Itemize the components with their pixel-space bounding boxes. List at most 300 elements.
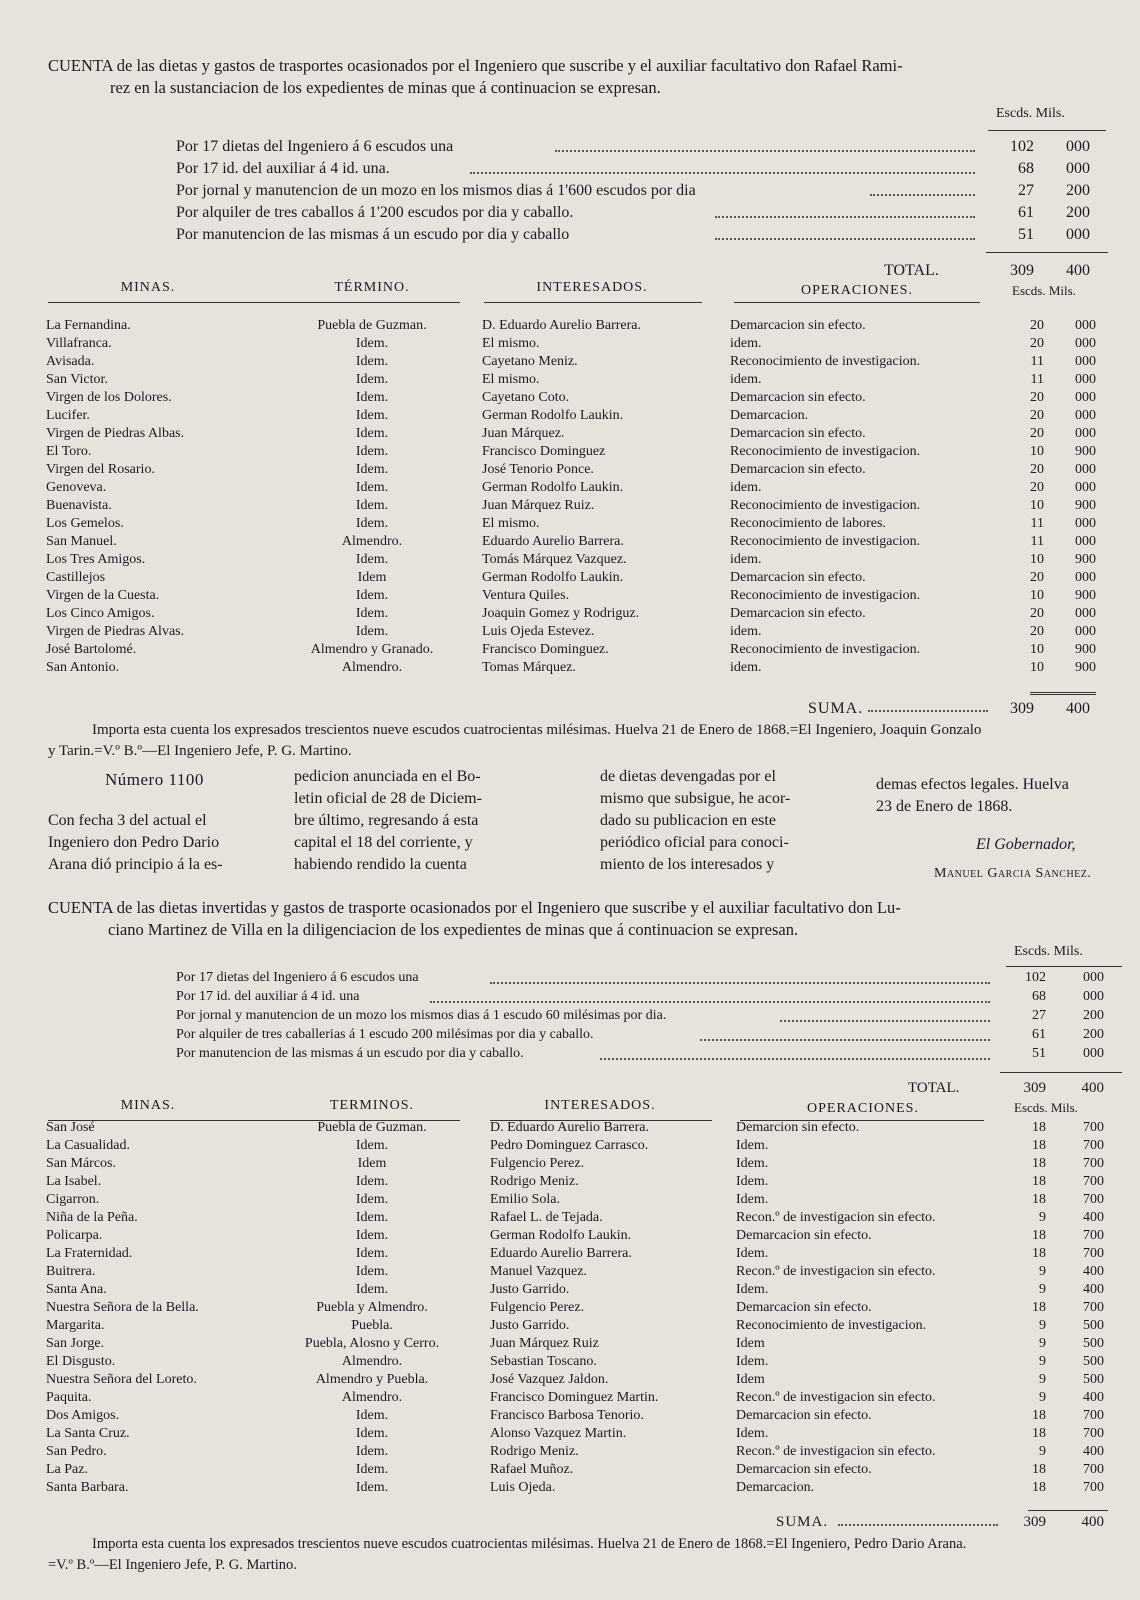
table-row xyxy=(0,552,1140,570)
account2-fee-5: Por manutencion de las mismas á un escudo por dia y caballo. 51 000 xyxy=(176,1046,1104,1061)
cell-interesado: Rodrigo Meniz. xyxy=(490,1174,579,1189)
table-row xyxy=(0,1192,1140,1210)
cell-mina: Los Tres Amigos. xyxy=(46,552,146,567)
account2-fee-units: Escds. Mils. xyxy=(1014,944,1083,959)
cell-operacion: Idem. xyxy=(736,1156,769,1171)
account2-closing-line1: Importa esta cuenta los expresados trescientos nueve escudos cuatrocientas milésimas. Huelva 21 de Enero de 1868.=El Ingeniero, Pedro Dario Arana. xyxy=(92,1536,967,1552)
cell-interesado: Rafael Muñoz. xyxy=(490,1462,574,1477)
cell-termino: Almendro. xyxy=(341,534,403,549)
cell-interesado: D. Eduardo Aurelio Barrera. xyxy=(490,1120,649,1135)
cell-escudos: 9 xyxy=(1039,1336,1046,1351)
cell-milesimas: 700 xyxy=(1083,1192,1104,1207)
cell-milesimas: 700 xyxy=(1083,1156,1104,1171)
table-row xyxy=(0,1480,1140,1498)
table-row xyxy=(0,426,1140,444)
cell-termino: Idem. xyxy=(355,1210,389,1225)
cell-mina: San Victor. xyxy=(46,372,108,387)
account1-header-rule-1 xyxy=(48,302,460,303)
cell-termino: Idem. xyxy=(355,390,389,405)
cell-operacion: Idem. xyxy=(736,1138,769,1153)
cell-interesado: Juan Márquez Ruiz xyxy=(490,1336,599,1351)
cell-operacion: Demarcacion sin efecto. xyxy=(730,426,866,441)
cell-operacion: idem. xyxy=(730,336,762,351)
cell-interesado: El mismo. xyxy=(482,336,540,351)
cell-interesado: Francisco Barbosa Tenorio. xyxy=(490,1408,644,1423)
table-row xyxy=(0,606,1140,624)
cell-milesimas: 500 xyxy=(1083,1318,1104,1333)
cell-interesado: Francisco Dominguez xyxy=(482,444,606,459)
cell-escudos: 11 xyxy=(1030,354,1044,369)
cell-operacion: idem. xyxy=(730,480,762,495)
cell-interesado: Tomás Márquez Vazquez. xyxy=(482,552,627,567)
account1-header-termino: TÉRMINO. xyxy=(334,280,410,295)
cell-termino: Idem. xyxy=(355,588,389,603)
cell-termino: Idem. xyxy=(355,1174,389,1189)
account1-closing-line1: Importa esta cuenta los expresados trescientos nueve escudos cuatrocientas milésimas. Huelva 21 de Enero de 1868.=El Ingeniero, Joaquin Gonzalo xyxy=(92,722,982,738)
cell-termino: Puebla de Guzman. xyxy=(317,1120,427,1135)
account1-fee-2: Por 17 id. del auxiliar á 4 id. una. 68 000 xyxy=(176,160,1090,177)
cell-milesimas: 400 xyxy=(1083,1210,1104,1225)
cell-mina: Niña de la Peña. xyxy=(46,1210,138,1225)
cell-operacion: Idem. xyxy=(736,1282,769,1297)
cell-termino: Idem. xyxy=(355,426,389,441)
account1-header-units: Escds. Mils. xyxy=(1012,283,1076,298)
account2-total: TOTAL. 309 400 xyxy=(908,1080,1104,1096)
cell-interesado: Rodrigo Meniz. xyxy=(490,1444,579,1459)
table-row xyxy=(0,1156,1140,1174)
cell-interesado: Juan Márquez. xyxy=(482,426,565,441)
account1-title-line2: rez en la sustanciacion de los expedientes de minas que á continuacion se expresan. xyxy=(110,78,661,97)
cell-termino: Idem. xyxy=(355,408,389,423)
cell-termino: Idem. xyxy=(355,516,389,531)
table-row xyxy=(0,1300,1140,1318)
cell-milesimas: 000 xyxy=(1075,462,1096,477)
cell-interesado: Joaquin Gomez y Rodriguz. xyxy=(482,606,640,621)
account1-header-rule-2 xyxy=(484,302,702,303)
cell-milesimas: 700 xyxy=(1083,1300,1104,1315)
cell-milesimas: 700 xyxy=(1083,1462,1104,1477)
table-row xyxy=(0,624,1140,642)
cell-mina: Avisada. xyxy=(46,354,95,369)
cell-operacion: Demarcacion sin efecto. xyxy=(736,1408,872,1423)
cell-operacion: Reconocimiento de investigacion. xyxy=(730,444,921,459)
cell-operacion: Idem. xyxy=(736,1426,769,1441)
cell-operacion: Demarcacion sin efecto. xyxy=(730,390,866,405)
table-row xyxy=(0,588,1140,606)
cell-escudos: 18 xyxy=(1032,1174,1046,1189)
notice-line: de dietas devengadas por el xyxy=(600,768,776,785)
account2-header-terminos: TERMINOS. xyxy=(329,1098,415,1113)
table-row xyxy=(0,1354,1140,1372)
cell-interesado: Francisco Dominguez. xyxy=(482,642,609,657)
notice-column-4 xyxy=(876,774,1069,818)
cell-termino: Puebla de Guzman. xyxy=(317,318,427,333)
cell-escudos: 9 xyxy=(1039,1390,1046,1405)
cell-milesimas: 400 xyxy=(1083,1282,1104,1297)
table-row xyxy=(0,1318,1140,1336)
cell-escudos: 20 xyxy=(1030,336,1044,351)
account2-fee-4: Por alquiler de tres caballerias á 1 escudo 200 milésimas por dia y caballo. 61 200 xyxy=(176,1027,1104,1042)
notice-line: Arana dió principio á la es- xyxy=(48,856,223,873)
table-row xyxy=(0,570,1140,588)
cell-escudos: 18 xyxy=(1032,1246,1046,1261)
account1-fee-5: Por manutencion de las mismas á un escudo por dia y caballo 51 000 xyxy=(176,226,1090,243)
account1-title-line1: CUENTA de las dietas y gastos de trasportes ocasionados por el Ingeniero que suscribe y el auxiliar facultativo don Rafael Rami- xyxy=(48,56,903,75)
table-row xyxy=(0,390,1140,408)
cell-interesado: Ventura Quiles. xyxy=(482,588,570,603)
cell-termino: Idem. xyxy=(355,480,389,495)
cell-operacion: Demarcacion sin efecto. xyxy=(730,462,866,477)
cell-operacion: Demarcacion. xyxy=(730,408,809,423)
cell-mina: José Bartolomé. xyxy=(46,642,137,657)
notice-column-1 xyxy=(48,810,223,876)
cell-escudos: 20 xyxy=(1030,462,1044,477)
cell-termino: Idem. xyxy=(355,1426,389,1441)
cell-termino: Idem. xyxy=(355,624,389,639)
table-row xyxy=(0,444,1140,462)
table-row xyxy=(0,1408,1140,1426)
cell-interesado: D. Eduardo Aurelio Barrera. xyxy=(482,318,641,333)
cell-termino: Idem xyxy=(357,570,387,585)
cell-interesado: José Vazquez Jaldon. xyxy=(490,1372,609,1387)
cell-mina: Los Cinco Amigos. xyxy=(46,606,155,621)
cell-milesimas: 900 xyxy=(1075,588,1096,603)
account1-fee-1: Por 17 dietas del Ingeniero á 6 escudos una 102 000 xyxy=(176,138,1090,155)
account1-fee-units: Escds. Mils. xyxy=(996,106,1065,121)
notice-line: bre último, regresando á esta xyxy=(294,812,479,829)
cell-interesado: Eduardo Aurelio Barrera. xyxy=(490,1246,632,1261)
cell-escudos: 20 xyxy=(1030,426,1044,441)
account1-closing-line2: y Tarin.=V.º B.º—El Ingeniero Jefe, P. G. Martino. xyxy=(48,743,352,759)
cell-mina: Virgen de Piedras Albas. xyxy=(46,426,185,441)
cell-escudos: 18 xyxy=(1032,1192,1046,1207)
table-row xyxy=(0,462,1140,480)
account2-fee-2: Por 17 id. del auxiliar á 4 id. una 68 000 xyxy=(176,989,1104,1004)
cell-termino: Idem. xyxy=(355,1462,389,1477)
cell-termino: Idem. xyxy=(355,354,389,369)
account2-title-line2: ciano Martinez de Villa en la diligenciacion de los expedientes de minas que á continuacion se expresan. xyxy=(108,920,799,939)
cell-milesimas: 700 xyxy=(1083,1120,1104,1135)
cell-termino: Puebla y Almendro. xyxy=(316,1300,428,1315)
cell-milesimas: 000 xyxy=(1075,408,1096,423)
cell-escudos: 18 xyxy=(1032,1408,1046,1423)
cell-operacion: Demarcacion sin efecto. xyxy=(730,318,866,333)
cell-operacion: Demarcacion. xyxy=(736,1480,815,1495)
table-row xyxy=(0,1462,1140,1480)
cell-escudos: 10 xyxy=(1030,588,1044,603)
cell-interesado: Fulgencio Perez. xyxy=(490,1156,585,1171)
cell-interesado: Emilio Sola. xyxy=(490,1192,560,1207)
cell-escudos: 20 xyxy=(1030,624,1044,639)
account1-header-rule-3 xyxy=(734,302,980,303)
cell-interesado: Alonso Vazquez Martin. xyxy=(490,1426,627,1441)
table-row xyxy=(0,534,1140,552)
table-row xyxy=(0,1138,1140,1156)
cell-milesimas: 000 xyxy=(1075,426,1096,441)
table-row xyxy=(0,318,1140,336)
cell-escudos: 20 xyxy=(1030,606,1044,621)
account1-header-minas: MINAS. xyxy=(120,280,176,295)
cell-milesimas: 700 xyxy=(1083,1480,1104,1495)
cell-termino: Idem. xyxy=(355,1192,389,1207)
cell-milesimas: 000 xyxy=(1075,624,1096,639)
account2-header-interesados: INTERESADOS. xyxy=(544,1098,656,1113)
cell-interesado: José Tenorio Ponce. xyxy=(482,462,594,477)
cell-operacion: Reconocimiento de investigacion. xyxy=(730,354,921,369)
table-row xyxy=(0,1120,1140,1138)
cell-termino: Almendro. xyxy=(341,660,403,675)
cell-mina: El Disgusto. xyxy=(46,1354,116,1369)
cell-operacion: Demarcacion sin efecto. xyxy=(736,1462,872,1477)
table-row xyxy=(0,516,1140,534)
cell-termino: Idem. xyxy=(355,372,389,387)
cell-termino: Almendro. xyxy=(341,1354,403,1369)
cell-interesado: Sebastian Toscano. xyxy=(490,1354,597,1369)
cell-interesado: Justo Garrido. xyxy=(490,1318,570,1333)
account2-fee-3: Por jornal y manutencion de un mozo los mismos dias á 1 escudo 60 milésimas por dia. 27 200 xyxy=(176,1008,1104,1023)
cell-interesado: Pedro Dominguez Carrasco. xyxy=(490,1138,649,1153)
account2-title-line1: CUENTA de las dietas invertidas y gastos de trasporte ocasionados por el Ingeniero que suscribe y el auxiliar facultativo don Lu- xyxy=(48,898,901,917)
account1-total: TOTAL. 309 400 xyxy=(884,262,1090,279)
cell-interesado: Luis Ojeda Estevez. xyxy=(482,624,595,639)
cell-operacion: Idem. xyxy=(736,1354,769,1369)
account1-total-rule xyxy=(986,252,1108,253)
table-row xyxy=(0,498,1140,516)
cell-mina: Nuestra Señora de la Bella. xyxy=(46,1300,199,1315)
cell-termino: Idem. xyxy=(355,1480,389,1495)
cell-interesado: Cayetano Coto. xyxy=(482,390,570,405)
cell-milesimas: 700 xyxy=(1083,1228,1104,1243)
cell-interesado: Manuel Vazquez. xyxy=(490,1264,587,1279)
cell-interesado: German Rodolfo Laukin. xyxy=(490,1228,632,1243)
notice-line: 23 de Enero de 1868. xyxy=(876,798,1013,815)
cell-operacion: Idem. xyxy=(736,1192,769,1207)
account2-fee-1: Por 17 dietas del Ingeniero á 6 escudos una 102 000 xyxy=(176,970,1104,985)
table-row xyxy=(0,1426,1140,1444)
cell-escudos: 9 xyxy=(1039,1354,1046,1369)
cell-operacion: Recon.º de investigacion sin efecto. xyxy=(736,1264,936,1279)
cell-operacion: Demarcacion sin efecto. xyxy=(730,606,866,621)
account1-header-interesados: INTERESADOS. xyxy=(536,280,648,295)
cell-operacion: idem. xyxy=(730,552,762,567)
notice-column-3 xyxy=(600,766,790,876)
table-row xyxy=(0,1264,1140,1282)
cell-termino: Idem. xyxy=(355,1408,389,1423)
cell-milesimas: 400 xyxy=(1083,1444,1104,1459)
table-row xyxy=(0,372,1140,390)
notice-line: miento de los interesados y xyxy=(600,856,775,873)
table-row xyxy=(0,1246,1140,1264)
table-row xyxy=(0,408,1140,426)
table-row xyxy=(0,354,1140,372)
account1-fee-4: Por alquiler de tres caballos á 1'200 escudos por dia y caballo. 61 200 xyxy=(176,204,1090,221)
account1-fee-rule xyxy=(988,130,1106,131)
notice-line: dado su publicacion en este xyxy=(600,812,776,829)
cell-interesado: Tomas Márquez. xyxy=(482,660,576,675)
cell-mina: San Manuel. xyxy=(46,534,117,549)
account2-suma-rule xyxy=(1028,1510,1108,1511)
notice-line: mismo que subsigue, he acor- xyxy=(600,790,791,807)
cell-operacion: Recon.º de investigacion sin efecto. xyxy=(736,1444,936,1459)
cell-mina: La Fraternidad. xyxy=(46,1246,133,1261)
notice-signature-name: Manuel Garcia Sanchez. xyxy=(934,866,1092,881)
cell-mina: Lucifer. xyxy=(46,408,90,423)
table-row xyxy=(0,1372,1140,1390)
account2-header-operaciones: OPERACIONES. xyxy=(807,1101,919,1116)
cell-operacion: Demarcacion sin efecto. xyxy=(730,570,866,585)
cell-escudos: 10 xyxy=(1030,498,1044,513)
notice-line: habiendo rendido la cuenta xyxy=(294,856,467,873)
account1-suma: SUMA. 309 400 xyxy=(808,700,1090,717)
cell-milesimas: 000 xyxy=(1075,372,1096,387)
notice-line: letin oficial de 28 de Diciem- xyxy=(294,790,482,807)
table-row xyxy=(0,1444,1140,1462)
cell-operacion: idem. xyxy=(730,624,762,639)
cell-escudos: 10 xyxy=(1030,444,1044,459)
cell-mina: Cigarron. xyxy=(46,1192,100,1207)
cell-mina: Nuestra Señora del Loreto. xyxy=(46,1372,197,1387)
cell-mina: Buitrera. xyxy=(46,1264,96,1279)
cell-milesimas: 700 xyxy=(1083,1174,1104,1189)
cell-operacion: Recon.º de investigacion sin efecto. xyxy=(736,1210,936,1225)
cell-interesado: Francisco Dominguez Martin. xyxy=(490,1390,659,1405)
cell-milesimas: 900 xyxy=(1075,552,1096,567)
cell-mina: Virgen de los Dolores. xyxy=(46,390,172,405)
table-row xyxy=(0,1174,1140,1192)
cell-operacion: Reconocimiento de investigacion. xyxy=(730,642,921,657)
cell-mina: Genoveva. xyxy=(46,480,107,495)
cell-milesimas: 500 xyxy=(1083,1336,1104,1351)
cell-escudos: 9 xyxy=(1039,1210,1046,1225)
cell-milesimas: 000 xyxy=(1075,480,1096,495)
cell-termino: Idem. xyxy=(355,1444,389,1459)
notice-line: pedicion anunciada en el Bo- xyxy=(294,768,481,785)
cell-escudos: 18 xyxy=(1032,1300,1046,1315)
cell-escudos: 11 xyxy=(1030,372,1044,387)
cell-escudos: 9 xyxy=(1039,1264,1046,1279)
cell-milesimas: 000 xyxy=(1075,390,1096,405)
cell-operacion: Recon.º de investigacion sin efecto. xyxy=(736,1390,936,1405)
cell-interesado: German Rodolfo Laukin. xyxy=(482,480,624,495)
cell-interesado: German Rodolfo Laukin. xyxy=(482,408,624,423)
cell-termino: Idem. xyxy=(355,1282,389,1297)
cell-milesimas: 000 xyxy=(1075,336,1096,351)
cell-termino: Idem. xyxy=(355,462,389,477)
cell-termino: Idem. xyxy=(355,498,389,513)
cell-escudos: 9 xyxy=(1039,1318,1046,1333)
notice-line: Con fecha 3 del actual el xyxy=(48,812,207,829)
cell-operacion: Idem xyxy=(736,1372,765,1387)
cell-milesimas: 500 xyxy=(1083,1354,1104,1369)
cell-milesimas: 000 xyxy=(1075,516,1096,531)
cell-mina: Santa Barbara. xyxy=(46,1480,129,1495)
cell-milesimas: 900 xyxy=(1075,498,1096,513)
cell-mina: San Jorge. xyxy=(46,1336,105,1351)
cell-termino: Idem. xyxy=(355,1228,389,1243)
cell-operacion: Demarcacion sin efecto. xyxy=(736,1228,872,1243)
cell-mina: La Paz. xyxy=(46,1462,88,1477)
cell-milesimas: 000 xyxy=(1075,570,1096,585)
cell-operacion: Demarcacion sin efecto. xyxy=(736,1300,872,1315)
table-row xyxy=(0,1282,1140,1300)
cell-interesado: Juan Márquez Ruiz. xyxy=(482,498,595,513)
cell-escudos: 18 xyxy=(1032,1462,1046,1477)
cell-milesimas: 900 xyxy=(1075,642,1096,657)
cell-termino: Idem. xyxy=(355,336,389,351)
cell-escudos: 18 xyxy=(1032,1120,1046,1135)
table-row xyxy=(0,1336,1140,1354)
cell-interesado: El mismo. xyxy=(482,372,540,387)
cell-mina: San Pedro. xyxy=(46,1444,107,1459)
cell-operacion: Idem. xyxy=(736,1174,769,1189)
cell-interesado: El mismo. xyxy=(482,516,540,531)
cell-milesimas: 700 xyxy=(1083,1426,1104,1441)
cell-termino: Puebla, Alosno y Cerro. xyxy=(304,1336,440,1351)
cell-termino: Almendro y Puebla. xyxy=(315,1372,429,1387)
cell-mina: Policarpa. xyxy=(46,1228,103,1243)
cell-interesado: Fulgencio Perez. xyxy=(490,1300,585,1315)
cell-milesimas: 400 xyxy=(1083,1264,1104,1279)
cell-mina: La Isabel. xyxy=(46,1174,102,1189)
cell-mina: Margarita. xyxy=(46,1318,105,1333)
cell-milesimas: 000 xyxy=(1075,534,1096,549)
cell-mina: Virgen del Rosario. xyxy=(46,462,155,477)
cell-mina: Santa Ana. xyxy=(46,1282,107,1297)
table-row xyxy=(0,1210,1140,1228)
cell-escudos: 10 xyxy=(1030,642,1044,657)
cell-interesado: Luis Ojeda. xyxy=(490,1480,556,1495)
cell-milesimas: 000 xyxy=(1075,606,1096,621)
account2-suma: SUMA. 309 400 xyxy=(776,1514,1104,1530)
cell-operacion: idem. xyxy=(730,372,762,387)
cell-termino: Idem. xyxy=(355,444,389,459)
cell-escudos: 11 xyxy=(1030,534,1044,549)
cell-escudos: 20 xyxy=(1030,318,1044,333)
account2-total-rule xyxy=(1000,1072,1122,1073)
cell-mina: San José xyxy=(46,1120,95,1135)
cell-escudos: 18 xyxy=(1032,1480,1046,1495)
cell-escudos: 10 xyxy=(1030,552,1044,567)
cell-escudos: 9 xyxy=(1039,1282,1046,1297)
table-row xyxy=(0,1228,1140,1246)
notice-line: demas efectos legales. Huelva xyxy=(876,776,1069,793)
cell-milesimas: 900 xyxy=(1075,444,1096,459)
cell-escudos: 20 xyxy=(1030,390,1044,405)
account2-fee-rule xyxy=(1006,966,1122,967)
cell-escudos: 9 xyxy=(1039,1444,1046,1459)
table-row xyxy=(0,642,1140,660)
notice-signature-title: El Gobernador, xyxy=(976,836,1076,853)
cell-mina: Buenavista. xyxy=(46,498,112,513)
cell-mina: Paquita. xyxy=(46,1390,92,1405)
cell-milesimas: 000 xyxy=(1075,354,1096,369)
cell-mina: Virgen de la Cuesta. xyxy=(46,588,160,603)
cell-mina: Virgen de Piedras Alvas. xyxy=(46,624,185,639)
cell-interesado: Justo Garrido. xyxy=(490,1282,570,1297)
cell-operacion: Demarcion sin efecto. xyxy=(736,1120,860,1135)
cell-mina: La Santa Cruz. xyxy=(46,1426,130,1441)
cell-operacion: Reconocimiento de investigacion. xyxy=(730,534,921,549)
cell-mina: Villafranca. xyxy=(46,336,112,351)
cell-interesado: Eduardo Aurelio Barrera. xyxy=(482,534,624,549)
cell-termino: Idem xyxy=(357,1156,387,1171)
notice-line: Ingeniero don Pedro Dario xyxy=(48,834,220,851)
cell-termino: Idem. xyxy=(355,552,389,567)
table-row xyxy=(0,1390,1140,1408)
notice-line: periódico oficial para conoci- xyxy=(600,834,789,851)
cell-operacion: Reconocimiento de labores. xyxy=(730,516,886,531)
cell-operacion: Idem. xyxy=(736,1246,769,1261)
